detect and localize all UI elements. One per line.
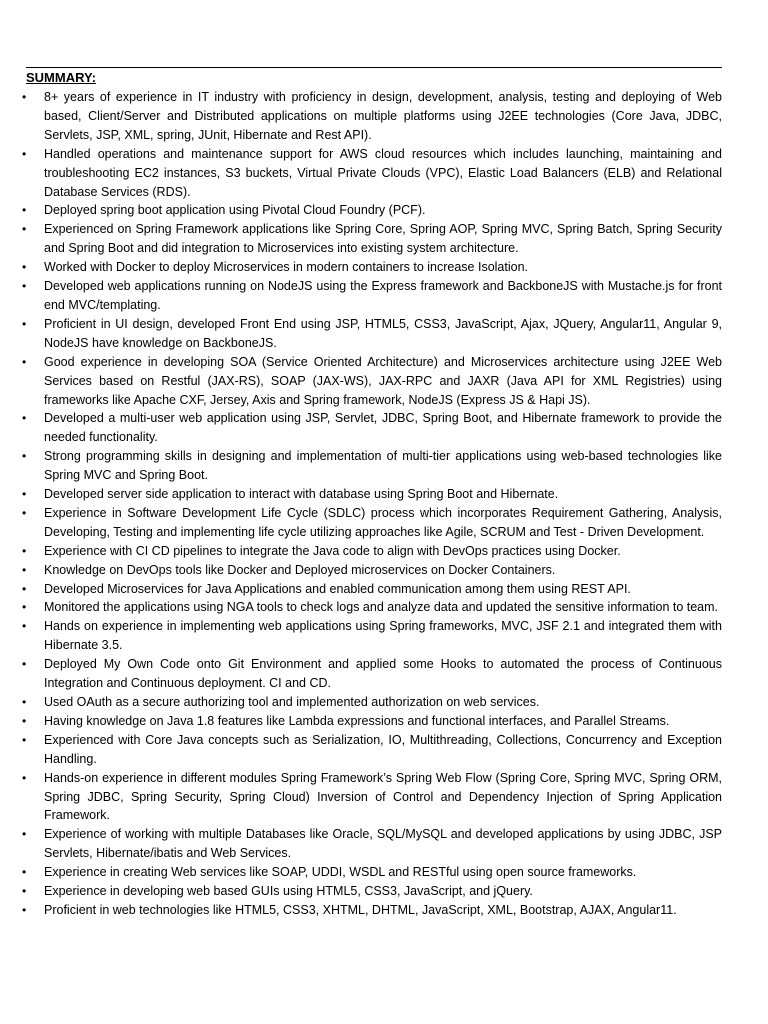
summary-bullet-text: Hands-on experience in different modules Spring Framework’s Spring Web Flow (Spring Core, Spring MVC, Spring ORM, Spring JDBC, Spring Security, Spring Cloud) Inversion of Control and Dependency Injection of Spring Application Framework. bbox=[44, 770, 722, 823]
bullet-point-icon: • bbox=[22, 713, 27, 728]
bullet-point-icon: • bbox=[22, 770, 27, 785]
summary-bullet-text: Proficient in UI design, developed Front End using JSP, HTML5, CSS3, JavaScript, Ajax, JQuery, Angular11, Angular 9, NodeJS have knowledge on BackboneJS. bbox=[44, 316, 722, 350]
bullet-point-icon: • bbox=[22, 146, 27, 161]
bullet-point-icon: • bbox=[22, 732, 27, 747]
summary-bullet-text: Hands on experience in implementing web applications using Spring frameworks, MVC, JSF 2.1 and integrated them with Hibernate 3.5. bbox=[44, 619, 722, 653]
summary-bullet-text: Experience with CI CD pipelines to integrate the Java code to align with DevOps practices using Docker. bbox=[44, 543, 621, 558]
summary-bullet-item bbox=[22, 693, 722, 712]
summary-bullet-item bbox=[22, 145, 722, 202]
bullet-point-icon: • bbox=[22, 543, 27, 558]
summary-list bbox=[22, 88, 722, 920]
summary-bullet-item bbox=[22, 561, 722, 580]
summary-bullet-item bbox=[22, 901, 722, 920]
summary-bullet-item bbox=[22, 542, 722, 561]
bullet-point-icon: • bbox=[22, 695, 27, 709]
bullet-point-icon: • bbox=[22, 222, 27, 237]
summary-heading: SUMMARY: bbox=[26, 70, 97, 85]
bullet-point-icon: • bbox=[22, 581, 27, 596]
bullet-point-icon: • bbox=[22, 203, 27, 218]
summary-bullet-item bbox=[22, 447, 722, 485]
summary-bullet-item bbox=[22, 504, 722, 542]
summary-bullet-item bbox=[22, 769, 722, 826]
summary-bullet-item bbox=[22, 315, 722, 353]
bullet-point-icon: • bbox=[22, 865, 27, 880]
summary-bullet-text: Deployed spring boot application using Pivotal Cloud Foundry (PCF). bbox=[44, 203, 426, 218]
summary-bullet-item bbox=[22, 863, 722, 882]
summary-bullet-text: Experience of working with multiple Databases like Oracle, SQL/MySQL and developed applications by using JDBC, JSP Servlets, Hibernate/ibatis and Web Services. bbox=[44, 827, 722, 861]
bullet-point-icon: • bbox=[22, 411, 27, 426]
summary-bullet-text: Developed server side application to interact with database using Spring Boot and Hibernate. bbox=[44, 487, 559, 502]
bullet-point-icon: • bbox=[22, 279, 27, 294]
bullet-point-icon: • bbox=[22, 619, 27, 634]
summary-bullet-text: Experienced with Core Java concepts such as Serialization, IO, Multithreading, Collections, Concurrency and Exception Handling. bbox=[44, 732, 722, 766]
summary-bullet-text: Having knowledge on Java 1.8 features like Lambda expressions and functional interfaces, and Parallel Streams. bbox=[44, 713, 670, 728]
summary-bullet-item bbox=[22, 617, 722, 655]
summary-bullet-item bbox=[22, 258, 722, 277]
summary-bullet-text: Experience in Software Development Life Cycle (SDLC) process which incorporates Requirement Gathering, Analysis, Developing, Testing and implementing life cycle utilizing approaches like Agile, SCRUM and Test - Driven Development. bbox=[44, 505, 722, 539]
summary-bullet-text: Used OAuth as a secure authorizing tool and implemented authorization on web services. bbox=[44, 695, 540, 709]
summary-bullet-text: Worked with Docker to deploy Microservices in modern containers to increase Isolation. bbox=[44, 260, 529, 275]
summary-bullet-text: Monitored the applications using NGA tools to check logs and analyze data and updated the sensitive information to team. bbox=[44, 600, 719, 615]
summary-bullet-text: 8+ years of experience in IT industry with proficiency in design, development, analysis, testing and deploying of Web based, Client/Server and Distributed applications on multiple platforms using J2EE technologies (Core Java, JDBC, Servlets, JSP, XML, spring, JUnit, Hibernate and Rest API). bbox=[44, 90, 722, 142]
summary-bullet-item bbox=[22, 882, 722, 901]
summary-bullet-text: Deployed My Own Code onto Git Environment and applied some Hooks to automated the process of Continuous Integration and Continuous deployment. CI and CD. bbox=[44, 657, 722, 691]
summary-bullet-item bbox=[22, 88, 722, 145]
bullet-point-icon: • bbox=[22, 600, 27, 615]
summary-bullet-text: Experienced on Spring Framework applications like Spring Core, Spring AOP, Spring MVC, Spring Batch, Spring Security and Spring Boot and did integration to Microservices into existing system architecture. bbox=[44, 222, 722, 256]
bullet-point-icon: • bbox=[22, 449, 27, 464]
summary-bullet-item bbox=[22, 731, 722, 769]
summary-bullet-text: Proficient in web technologies like HTML5, CSS3, XHTML, DHTML, JavaScript, XML, Bootstrap, AJAX, Angular11. bbox=[44, 902, 677, 917]
bullet-point-icon: • bbox=[22, 354, 27, 369]
summary-bullet-text: Experience in creating Web services like SOAP, UDDI, WSDL and RESTful using open source frameworks. bbox=[44, 865, 637, 880]
bullet-point-icon: • bbox=[22, 884, 27, 899]
summary-bullet-item bbox=[22, 485, 722, 504]
summary-bullet-item bbox=[22, 353, 722, 410]
summary-bullet-item bbox=[22, 655, 722, 693]
summary-bullet-item bbox=[22, 277, 722, 315]
summary-bullet-item bbox=[22, 201, 722, 220]
summary-bullet-item bbox=[22, 409, 722, 447]
bullet-point-icon: • bbox=[22, 316, 27, 331]
summary-bullet-text: Developed a multi-user web application using JSP, Servlet, JDBC, Spring Boot, and Hibernate framework to provide the needed functionality. bbox=[44, 411, 722, 445]
bullet-point-icon: • bbox=[22, 657, 27, 672]
summary-bullet-item bbox=[22, 580, 722, 599]
summary-bullet-text: Experience in developing web based GUIs using HTML5, CSS3, JavaScript, and jQuery. bbox=[44, 884, 533, 899]
summary-bullet-text: Knowledge on DevOps tools like Docker and Deployed microservices on Docker Containers. bbox=[44, 562, 556, 577]
section-divider bbox=[26, 67, 722, 68]
bullet-point-icon: • bbox=[22, 260, 27, 275]
bullet-point-icon: • bbox=[22, 902, 27, 917]
summary-bullet-item bbox=[22, 220, 722, 258]
bullet-point-icon: • bbox=[22, 90, 27, 104]
summary-bullet-text: Handled operations and maintenance support for AWS cloud resources which includes launching, maintaining and troubleshooting EC2 instances, S3 buckets, Virtual Private Clouds (VPC), Elastic Load Balancers (ELB) and Relational Database Services (RDS). bbox=[44, 146, 722, 199]
summary-bullet-item bbox=[22, 598, 722, 617]
summary-bullet-item bbox=[22, 712, 722, 731]
bullet-point-icon: • bbox=[22, 505, 27, 520]
summary-bullet-text: Strong programming skills in designing and implementation of multi-tier applications using web-based technologies like Spring MVC and Spring Boot. bbox=[44, 449, 722, 483]
summary-bullet-text: Good experience in developing SOA (Service Oriented Architecture) and Microservices architecture using J2EE Web Services based on Restful (JAX-RS), SOAP (JAX-WS), JAX-RPC and JAXR (Java API for XML Registries) using frameworks like Apache CXF, Jersey, Axis and Spring framework, NodeJS (Express JS & Hapi JS). bbox=[44, 354, 722, 407]
summary-bullet-item bbox=[22, 825, 722, 863]
bullet-point-icon: • bbox=[22, 487, 27, 502]
bullet-point-icon: • bbox=[22, 562, 27, 577]
summary-bullet-text: Developed Microservices for Java Applications and enabled communication among them using REST API. bbox=[44, 581, 631, 596]
bullet-point-icon: • bbox=[22, 827, 27, 842]
summary-bullet-text: Developed web applications running on NodeJS using the Express framework and BackboneJS with Mustache.js for front end MVC/templating. bbox=[44, 279, 722, 312]
